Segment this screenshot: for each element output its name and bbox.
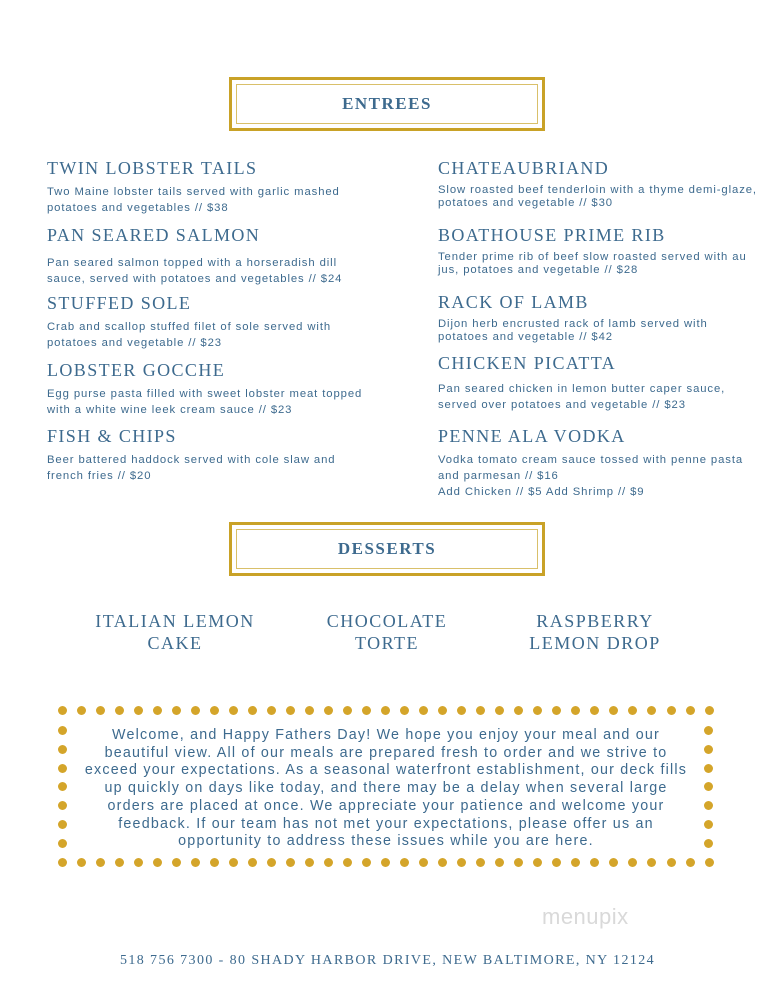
menu-item-desc: Crab and scallop stuffed filet of sole served with potatoes and vegetable // $23: [47, 321, 332, 349]
menu-item-desc: Tender prime rib of beef slow roasted served with au jus, potatoes and vegetable // $28: [438, 251, 747, 276]
border-dot: [248, 706, 257, 715]
border-dot: [153, 858, 162, 867]
menu-item-desc: Slow roasted beef tenderloin with a thyme demi-glaze, potatoes and vegetable // $30: [438, 184, 757, 209]
border-dot: [686, 706, 695, 715]
menu-item-name: CHICKEN PICATTA: [438, 353, 617, 373]
border-dot: [324, 706, 333, 715]
border-dot: [134, 858, 143, 867]
border-dot: [58, 820, 67, 829]
border-dot: [58, 858, 67, 867]
dessert-name-line1: RASPBERRY: [536, 611, 654, 631]
border-dot: [58, 706, 67, 715]
border-dot: [590, 858, 599, 867]
border-dot: [476, 858, 485, 867]
entrees-banner: [229, 77, 545, 131]
menu-item-desc: Vodka tomato cream sauce tossed with penne pasta and parmesan // $16: [438, 454, 744, 482]
border-dot: [628, 706, 637, 715]
border-dot: [115, 706, 124, 715]
border-dot: [400, 858, 409, 867]
menu-item-desc: Egg purse pasta filled with sweet lobster meat topped with a white wine leek cream sauce // $23: [47, 388, 363, 416]
border-dot: [457, 858, 466, 867]
border-dot: [58, 726, 67, 735]
footer-address: 518 756 7300 - 80 SHADY HARBOR DRIVE, NEW BALTIMORE, NY 12124: [119, 953, 656, 968]
border-dot: [58, 782, 67, 791]
welcome-message: Welcome, and Happy Fathers Day! We hope you enjoy your meal and our beautiful view. All of our meals are prepared fresh to order and we strive to exceed your expectations. As a seasonal waterfront establishment, our deck fills up quickly on days like today, and there may be a delay when several large orders are placed at once. We appreciate your patience and welcome your feedback. If our team has not met your expectations, please offer us an opportunity to address these issues while you are here.: [84, 727, 688, 850]
border-dot: [58, 764, 67, 773]
border-dot: [134, 706, 143, 715]
border-dot: [210, 706, 219, 715]
menu-item-name: LOBSTER GOCCHE: [47, 360, 226, 380]
border-dot: [58, 801, 67, 810]
entrees-title: ENTREES: [342, 94, 432, 113]
border-dot: [77, 706, 86, 715]
dessert-name-line2: TORTE: [354, 633, 420, 653]
border-dot: [514, 706, 523, 715]
border-dot: [514, 858, 523, 867]
border-dot: [96, 706, 105, 715]
border-dot: [305, 706, 314, 715]
border-dot: [647, 706, 656, 715]
border-dot: [191, 706, 200, 715]
border-dot: [305, 858, 314, 867]
border-dot: [667, 858, 676, 867]
border-dot: [343, 858, 352, 867]
border-dot: [704, 764, 713, 773]
dessert-name-line2: CAKE: [147, 633, 203, 653]
menupix-watermark: menupix: [542, 904, 629, 929]
dotted-border-top: [58, 706, 714, 716]
border-dot: [457, 706, 466, 715]
menu-item-twin-lobster-tails: [47, 157, 372, 216]
border-dot: [704, 839, 713, 848]
dessert-raspberry-lemon-drop: [505, 610, 685, 654]
dotted-border-bottom: [58, 858, 714, 868]
border-dot: [58, 839, 67, 848]
border-dot: [229, 706, 238, 715]
border-dot: [229, 858, 238, 867]
menu-item-rack-of-lamb: [438, 291, 758, 344]
border-dot: [705, 706, 714, 715]
desserts-banner: [229, 522, 545, 576]
dessert-name-line1: ITALIAN LEMON: [95, 611, 255, 631]
border-dot: [286, 706, 295, 715]
border-dot: [533, 706, 542, 715]
border-dot: [172, 858, 181, 867]
menu-item-name: CHATEAUBRIAND: [438, 158, 610, 178]
border-dot: [609, 706, 618, 715]
welcome-notice-box: [58, 706, 714, 868]
menu-item-chicken-picatta: [438, 352, 758, 413]
menu-item-stuffed-sole: [47, 292, 372, 351]
border-dot: [705, 858, 714, 867]
menu-item-chateaubriand: [438, 157, 758, 210]
menu-item-desc: Beer battered haddock served with cole slaw and french fries // $20: [47, 454, 336, 482]
border-dot: [362, 858, 371, 867]
border-dot: [58, 745, 67, 754]
border-dot: [590, 706, 599, 715]
border-dot: [609, 858, 618, 867]
border-dot: [153, 706, 162, 715]
border-dot: [267, 706, 276, 715]
menu-item-name: BOATHOUSE PRIME RIB: [438, 225, 666, 245]
menu-item-desc: Pan seared chicken in lemon butter caper sauce, served over potatoes and vegetable // $23: [438, 383, 726, 411]
border-dot: [476, 706, 485, 715]
border-dot: [191, 858, 200, 867]
border-dot: [571, 706, 580, 715]
border-dot: [552, 858, 561, 867]
border-dot: [495, 706, 504, 715]
border-dot: [495, 858, 504, 867]
desserts-title: DESSERTS: [337, 539, 437, 558]
border-dot: [438, 858, 447, 867]
border-dot: [704, 745, 713, 754]
border-dot: [400, 706, 409, 715]
border-dot: [210, 858, 219, 867]
border-dot: [571, 858, 580, 867]
menu-item-name: TWIN LOBSTER TAILS: [47, 158, 258, 178]
menu-item-name: PENNE ALA VODKA: [438, 426, 626, 446]
border-dot: [362, 706, 371, 715]
border-dot: [343, 706, 352, 715]
menu-item-desc: Pan seared salmon topped with a horseradish dill sauce, served with potatoes and vegetables // $24: [47, 257, 343, 285]
border-dot: [704, 820, 713, 829]
menu-item-pan-seared-salmon: [47, 224, 372, 287]
dessert-chocolate-torte: [297, 610, 477, 654]
border-dot: [381, 706, 390, 715]
menu-item-addons: Add Chicken // $5 Add Shrimp // $9: [438, 486, 645, 498]
border-dot: [552, 706, 561, 715]
border-dot: [267, 858, 276, 867]
border-dot: [686, 858, 695, 867]
menu-item-boathouse-prime-rib: [438, 224, 758, 277]
border-dot: [172, 706, 181, 715]
menu-item-name: RACK OF LAMB: [438, 292, 589, 312]
menu-item-lobster-gocche: [47, 359, 372, 418]
border-dot: [381, 858, 390, 867]
border-dot: [667, 706, 676, 715]
border-dot: [115, 858, 124, 867]
dessert-italian-lemon-cake: [80, 610, 270, 654]
border-dot: [647, 858, 656, 867]
dotted-border-left: [58, 726, 68, 848]
border-dot: [77, 858, 86, 867]
border-dot: [419, 858, 428, 867]
border-dot: [704, 726, 713, 735]
border-dot: [419, 706, 428, 715]
border-dot: [438, 706, 447, 715]
border-dot: [286, 858, 295, 867]
border-dot: [248, 858, 257, 867]
border-dot: [704, 782, 713, 791]
menu-item-name: FISH & CHIPS: [47, 426, 177, 446]
menu-item-penne-ala-vodka: [438, 425, 758, 500]
menu-item-fish-and-chips: [47, 425, 372, 484]
border-dot: [96, 858, 105, 867]
dotted-border-right: [704, 726, 714, 848]
border-dot: [704, 801, 713, 810]
menu-item-desc: Dijon herb encrusted rack of lamb served with potatoes and vegetable // $42: [438, 318, 708, 343]
menu-item-desc: Two Maine lobster tails served with garlic mashed potatoes and vegetables // $38: [47, 186, 340, 214]
border-dot: [533, 858, 542, 867]
border-dot: [628, 858, 637, 867]
border-dot: [324, 858, 333, 867]
dessert-name-line1: CHOCOLATE: [326, 611, 448, 631]
dessert-name-line2: LEMON DROP: [529, 633, 661, 653]
menu-item-name: PAN SEARED SALMON: [47, 225, 261, 245]
menu-item-name: STUFFED SOLE: [47, 293, 192, 313]
